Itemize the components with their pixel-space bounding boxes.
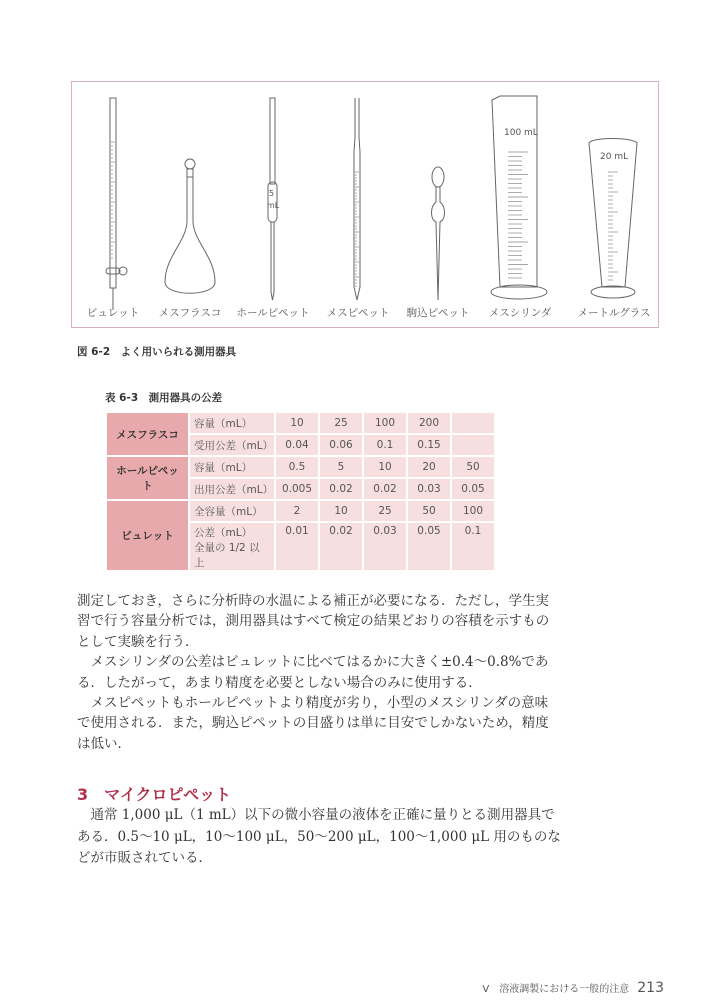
label-graduated-cylinder: メスシリンダ (488, 307, 552, 319)
text-line: メスシリンダの公差はビュレットに比べてはるかに大きく±0.4～0.8%であ (77, 654, 549, 671)
volumetric-pipette-drawing (267, 98, 280, 300)
row-label: 容量（mL） (189, 412, 275, 434)
running-title: V 溶液調製における一般的注意 (482, 984, 630, 995)
row-label-line2: 全量の 1/2 以上 (194, 542, 260, 569)
cell: 25 (363, 500, 407, 522)
group-header: ホールピペット (106, 456, 189, 500)
cell: 0.04 (275, 434, 319, 456)
text-line: は低い． (77, 735, 131, 752)
cell: 25 (319, 412, 363, 434)
cell: 0.06 (319, 434, 363, 456)
tolerance-table (105, 411, 496, 572)
conical-measuring-glass-drawing (589, 139, 637, 299)
table-row (106, 456, 495, 478)
cell: 2 (275, 500, 319, 522)
cell: 0.02 (319, 478, 363, 500)
label-volumetric-pipette: ホールピペット (236, 307, 310, 319)
pipette-unit-label: mL (267, 201, 280, 210)
cell: 0.1 (451, 522, 495, 571)
cell: 0.03 (363, 522, 407, 571)
cell: 0.03 (407, 478, 451, 500)
komagome-pipette-drawing (432, 167, 445, 300)
row-label-line1: 公差（mL） (194, 527, 253, 539)
table-caption: 表 6-3 測用器具の公差 (105, 392, 223, 404)
text-line: 通常 1,000 μL（1 mL）以下の微小容量の液体を正確に量りとる測用器具で (77, 807, 555, 823)
cylinder-volume-label: 100 mL (504, 128, 538, 138)
text-line: メスピペットもホールピペットより精度が劣り，小型のメスシリンダの意味 (77, 694, 549, 711)
cell: 10 (319, 500, 363, 522)
cell: 50 (451, 456, 495, 478)
cell: 0.05 (407, 522, 451, 571)
text-line: として実験を行う． (77, 633, 199, 650)
pipette-volume-label: 5 (269, 189, 275, 198)
graduated-cylinder-drawing (491, 96, 547, 299)
cell (451, 434, 495, 456)
cell: 0.1 (363, 434, 407, 456)
group-header: メスフラスコ (106, 412, 189, 456)
label-komagome-pipette: 駒込ピペット (406, 307, 470, 319)
row-label: 全容量（mL） (189, 500, 275, 522)
cell: 0.005 (275, 478, 319, 500)
body-text (77, 591, 550, 754)
cell: 5 (319, 456, 363, 478)
text-line: 習で行う容量分析では，測用器具はすべて検定の結果どおりの容積を示すもの (77, 613, 550, 630)
page-number: 213 (637, 980, 664, 996)
text-line: ある．0.5～10 μL，10～100 μL，50～200 μL，100～1,000 μL 用のものな (77, 828, 561, 845)
table-row (106, 500, 495, 522)
text-line: る．したがって，あまり精度を必要としない場合のみに使用する． (77, 674, 482, 691)
cell: 0.02 (319, 522, 363, 571)
text-line: どが市販されている． (77, 850, 212, 866)
row-label: 出用公差（mL） (189, 478, 275, 500)
cell: 0.15 (407, 434, 451, 456)
section-heading: 3 マイクロピペット (77, 785, 232, 804)
cell: 0.02 (363, 478, 407, 500)
label-burette: ビュレット (86, 307, 140, 319)
label-measuring-glass: メートルグラス (577, 307, 651, 319)
cell: 10 (275, 412, 319, 434)
cell: 50 (407, 500, 451, 522)
cell: 10 (363, 456, 407, 478)
section-text (77, 805, 561, 870)
glass-volume-label: 20 mL (600, 152, 629, 162)
cell: 0.5 (275, 456, 319, 478)
text-line: で使用される．また，駒込ピペットの目盛りは単に目安でしかないため，精度 (77, 715, 549, 732)
burette-drawing (106, 98, 127, 310)
cell: 100 (451, 500, 495, 522)
page-footer (482, 980, 664, 996)
cell (451, 412, 495, 434)
row-label (189, 522, 275, 571)
cell: 100 (363, 412, 407, 434)
volumetric-flask-drawing (165, 159, 215, 293)
text-line: 測定しておき，さらに分析時の水温による補正が必要になる．ただし，学生実 (77, 593, 549, 609)
group-header: ビュレット (106, 500, 189, 571)
row-label: 容量（mL） (189, 456, 275, 478)
cell: 200 (407, 412, 451, 434)
row-label: 受用公差（mL） (189, 434, 275, 456)
label-volumetric-flask: メスフラスコ (158, 307, 222, 319)
figure-6-2 (71, 81, 659, 328)
table-row (106, 412, 495, 434)
cell: 20 (407, 456, 451, 478)
cell: 0.01 (275, 522, 319, 571)
cell: 0.05 (451, 478, 495, 500)
figure-caption: 図 6-2 よく用いられる測用器具 (77, 346, 237, 358)
lab-instruments-illustration (72, 82, 660, 329)
label-measuring-pipette: メスピペット (326, 307, 390, 319)
